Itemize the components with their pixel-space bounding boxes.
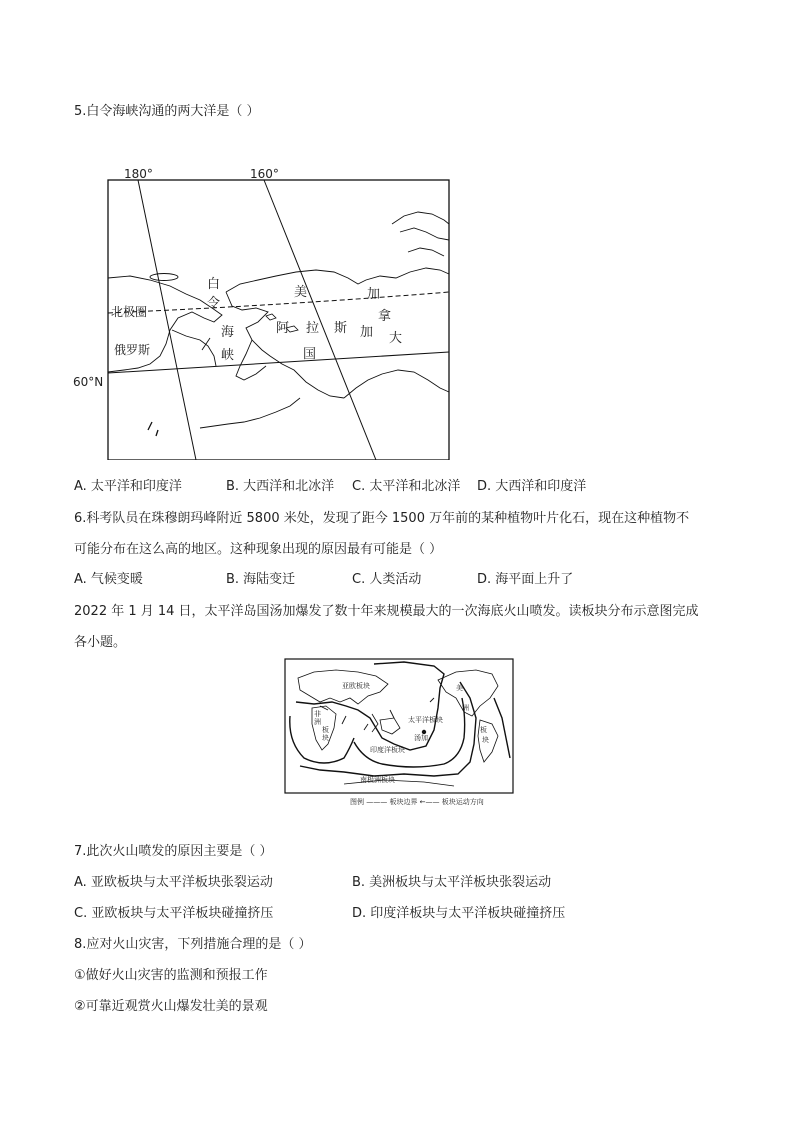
q6-option-a: A. 气候变暖 [74, 572, 143, 587]
question-8-stem: 8.应对火山灾害，下列措施合理的是（ ） [74, 937, 312, 952]
strait-char-1: 白 [207, 277, 221, 292]
alaska-char-3: 斯 [334, 321, 348, 336]
african-plate-char-3: 板 [322, 726, 329, 734]
canada-char-3: 大 [389, 331, 403, 346]
russia-label: 俄罗斯 [114, 343, 151, 357]
african-plate-char-4: 块 [322, 734, 329, 742]
alaska-char-4: 加 [360, 325, 374, 340]
intro-line-2: 各小题。 [74, 635, 127, 650]
longitude-180-label: 180° [124, 167, 153, 181]
longitude-160-label: 160° [250, 167, 279, 181]
plate-distribution-map [284, 658, 514, 806]
usa-char-2: 国 [303, 347, 317, 362]
question-5-stem: 5.白令海峡沟通的两大洋是（ ） [74, 104, 260, 119]
american-plate-char-1: 美 [456, 684, 463, 692]
african-plate-char-1: 非 [314, 710, 321, 718]
q7-option-d: D. 印度洋板块与太平洋板块碰撞挤压 [352, 906, 566, 921]
pacific-plate-label: 太平洋板块 [408, 716, 443, 724]
strait-char-3: 海 [221, 325, 235, 340]
q7-option-a: A. 亚欧板块与太平洋板块张裂运动 [74, 875, 273, 890]
q8-item-2: ②可靠近观赏火山爆发壮美的景观 [74, 999, 268, 1014]
q5-option-b: B. 大西洋和北冰洋 [226, 479, 335, 494]
bering-strait-map [0, 160, 794, 460]
canada-char-1: 加 [367, 287, 381, 302]
american-plate-char-2: 洲 [462, 704, 469, 712]
latitude-60n-label: 60°N [73, 375, 104, 389]
indian-ocean-plate-label: 印度洋板块 [370, 746, 405, 754]
arctic-circle-label: 北极圈 [111, 305, 148, 319]
alaska-char-1: 阿 [276, 321, 290, 336]
q6-option-d: D. 海平面上升了 [477, 572, 574, 587]
q5-option-a: A. 太平洋和印度洋 [74, 479, 182, 494]
question-6-stem-line-1: 6.科考队员在珠穆朗玛峰附近 5800 米处，发现了距今 1500 万年前的某种植物叶片化石，现在这种植物不 [74, 511, 690, 526]
question-7-stem: 7.此次火山喷发的原因主要是（ ） [74, 844, 273, 859]
q7-option-c: C. 亚欧板块与太平洋板块碰撞挤压 [74, 906, 274, 921]
q6-option-b: B. 海陆变迁 [226, 572, 296, 587]
map-legend: 图例 ——— 板块边界 ←—— 板块运动方向 [350, 798, 484, 806]
tonga-label: 汤加 [414, 734, 428, 742]
q6-option-c: C. 人类活动 [352, 572, 422, 587]
antarctic-plate-label: 南极洲板块 [360, 776, 395, 784]
eurasian-plate-label: 亚欧板块 [342, 682, 370, 690]
canada-char-2: 拿 [378, 309, 392, 324]
african-plate-char-2: 洲 [314, 718, 321, 726]
american-plate-char-4: 块 [482, 736, 489, 744]
intro-line-1: 2022 年 1 月 14 日，太平洋岛国汤加爆发了数十年来规模最大的一次海底火山喷发。读板块分布示意图完成 [74, 604, 699, 619]
strait-char-4: 峡 [221, 348, 235, 363]
strait-char-2: 令 [207, 296, 221, 311]
q7-option-b: B. 美洲板块与太平洋板块张裂运动 [352, 875, 552, 890]
usa-char-1: 美 [294, 285, 308, 300]
american-plate-char-3: 板 [480, 726, 487, 734]
q8-item-1: ①做好火山灾害的监测和预报工作 [74, 968, 268, 983]
alaska-char-2: 拉 [306, 321, 320, 336]
q5-option-d: D. 大西洋和印度洋 [477, 479, 587, 494]
question-6-stem-line-2: 可能分布在这么高的地区。这种现象出现的原因最有可能是（ ） [74, 542, 443, 557]
q5-option-c: C. 太平洋和北冰洋 [352, 479, 461, 494]
